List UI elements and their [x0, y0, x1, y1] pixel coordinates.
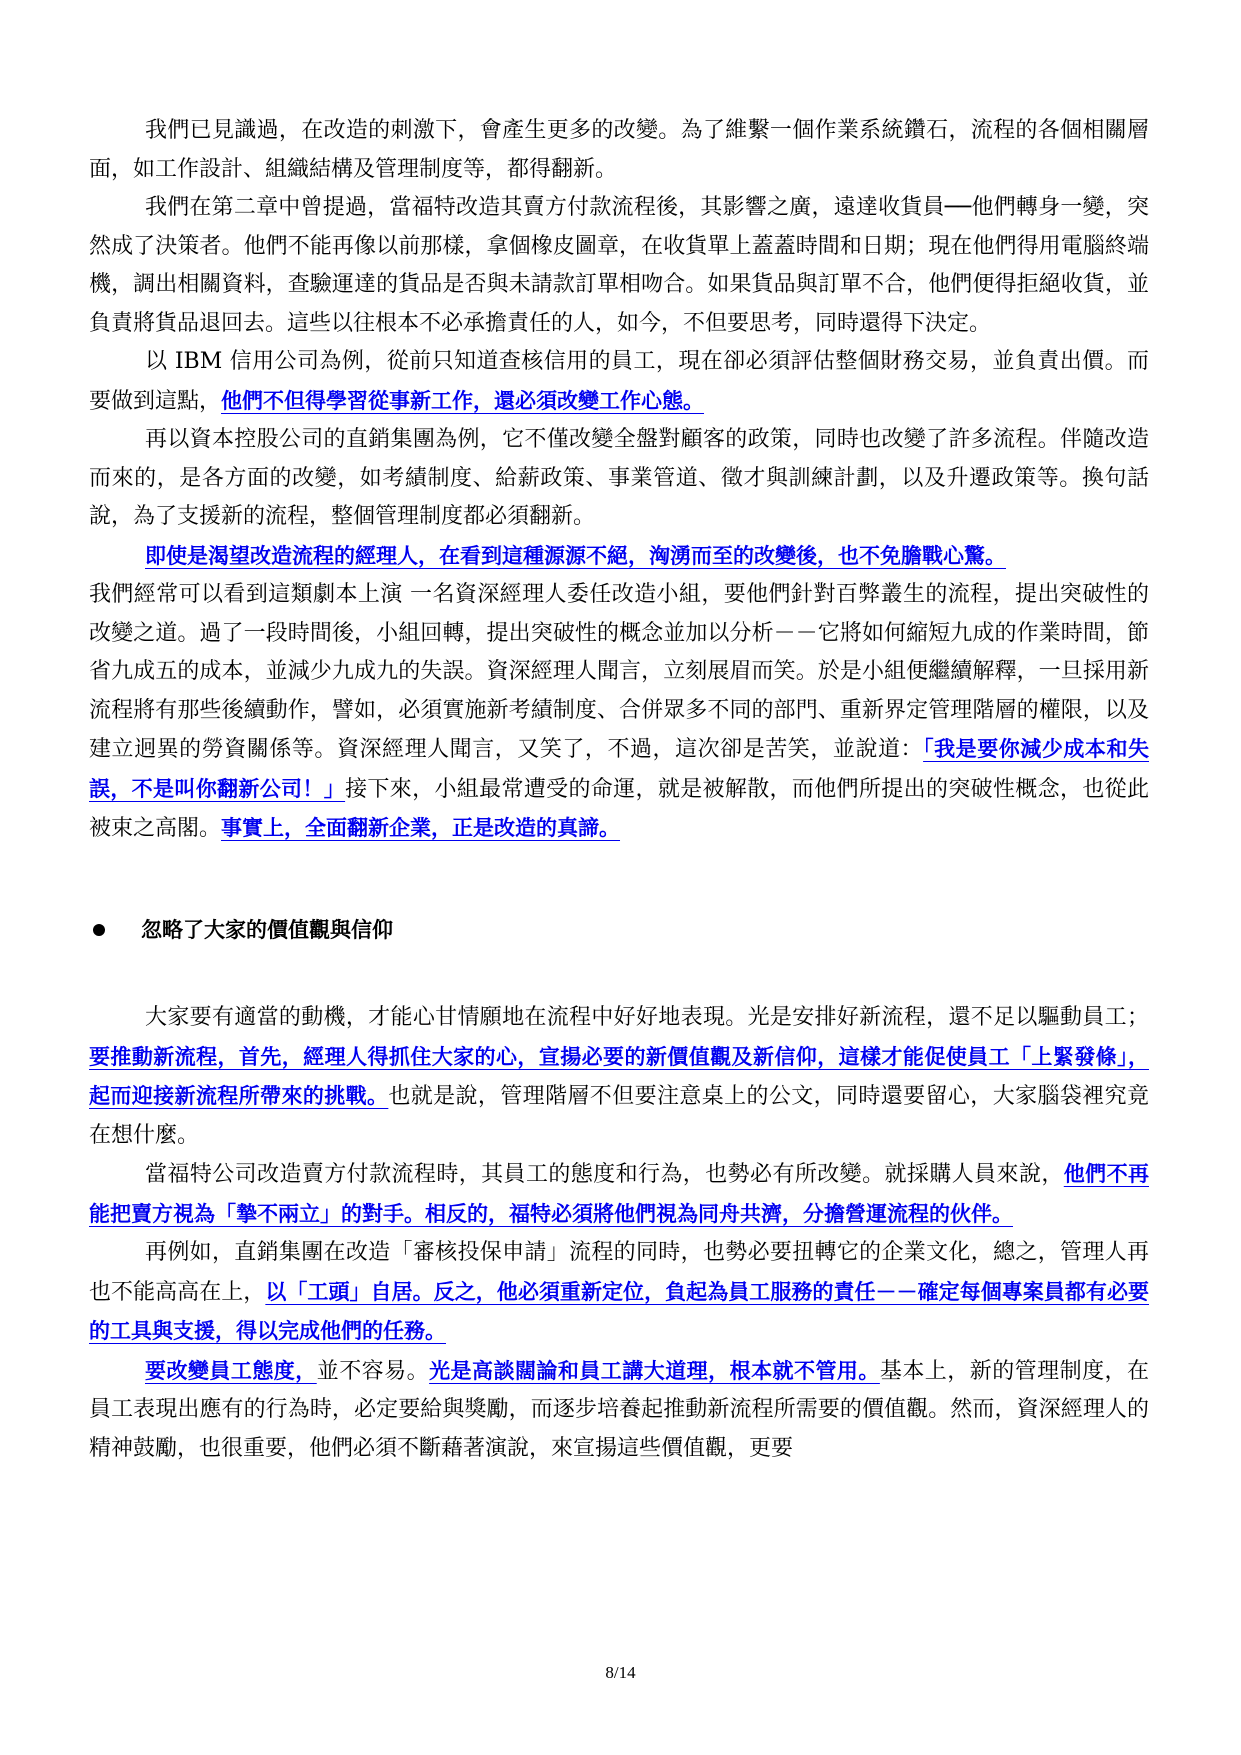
paragraph: 再以資本控股公司的直銷集團為例，它不僅改變全盤對顧客的政策，同時也改變了許多流程。伴隨改造而來的，是各方面的改變，如考績制度、給薪政策、事業管道、徵才與訓練計劃，以及升遷政策等。換句話說，為了支援新的流程，整個管理制度都必須翻新。 — [89, 427, 1149, 529]
paragraph-text: 我們經常可以看到這類劇本上演 一名資深經理人委任改造小組，要他們針對百弊叢生的流程，提出突破性的改變之道。過了一段時間後，小組回轉，提出突破性的概念並加以分析－－它將如何縮短九成的作業時間，節省九成五的成本，並減少九成九的失誤。資深經理人聞言，立刻展眉而笑。於是小組便繼續解釋，一旦採用新流程將有那些後續動作，譬如，必須實施新考績制度、合併眾多不同的部門、重新界定管理階層的權限，以及建立迥異的勞資關係等。資深經理人聞言，又笑了，不過，這次卻是苦笑，並說道： — [89, 582, 1149, 762]
section-heading — [89, 911, 1149, 950]
paragraph: 我們已見識過，在改造的刺激下，會產生更多的改變。為了維繫一個作業系統鑽石，流程的各個相關層面，如工作設計、組織結構及管理制度等，都得翻新。 — [89, 118, 1149, 182]
paragraph-text: 並不容易。 — [316, 1358, 430, 1384]
emphasis-link: 他們不但得學習從事新工作，還必須改變工作心態。 — [221, 388, 705, 413]
emphasis-link: 他們不再能把賣方視為「摯不兩立」的對手。相反的，福特必須將他們視為同舟共濟，分擔營運流程的伙伴。 — [89, 1162, 1149, 1226]
document-body — [89, 112, 1149, 1468]
paragraph — [89, 537, 1149, 577]
page-number: 8/14 — [605, 1663, 636, 1682]
emphasis-link: 「我是要你減少成本和失誤，不是叫你翻新公司！」 — [89, 737, 1149, 801]
emphasis-link: 要改變員工態度， — [145, 1358, 317, 1383]
paragraph-text: 大家要有適當的動機，才能心甘情願地在流程中好好地表現。光是安排好新流程，還不足以驅動員工； — [145, 1005, 1149, 1030]
emphasis-link: 事實上，全面翻新企業，正是改造的真諦。 — [221, 816, 621, 840]
paragraph-text: 當福特公司改造賣方付款流程時，其員工的態度和行為，也勢必有所改變。就採購人員來說， — [145, 1162, 1064, 1187]
paragraph: 我們在第二章中曾提過，當福特改造其賣方付款流程後，其影響之廣，遠達收貨員──他們轉身一變，突然成了決策者。他們不能再像以前那樣，拿個橡皮圖章，在收貨單上蓋蓋時間和日期；現在他們得用電腦終端機，調出相關資料，查驗運達的貨品是否與未請款訂單相吻合。如果貨品與訂單不合，他們便得拒絕收貨，並負責將貨品退回去。這些以往根本不必承擔責任的人，如今，不但要思考，同時還得下決定。 — [89, 195, 1149, 336]
paragraph-text: 接下來，小組最常遭受的命運，就是被解散，而他們所提出的突破性概念，也從此被束之高閣。 — [89, 776, 1149, 841]
paragraph — [89, 576, 1149, 849]
paragraph — [89, 1234, 1149, 1352]
emphasis-link: 以「工頭」自居。反之，他必須重新定位，負起為員工服務的責任－－確定每個專案員都有必要的工具與支援，得以完成他們的任務。 — [89, 1279, 1149, 1343]
paragraph — [89, 1155, 1149, 1234]
emphasis-link: 即使是渴望改造流程的經理人，在看到這種源源不絕，洶湧而至的改變後，也不免膽戰心驚。 — [145, 543, 1006, 568]
paragraph-text: 基本上，新的管理制度，在員工表現出應有的行為時，必定要給與獎勵，而逐步培養起推動新流程所需要的價值觀。然而，資深經理人的精神鼓勵，也很重要，他們必須不斷藉著演說，來宣揚這些價值觀，更要 — [89, 1358, 1150, 1461]
paragraph-text: 再例如，直銷集團在改造「審核投保申請」流程的同時，也勢必要扭轉它的企業文化，總之，管理人再也不能高高在上， — [89, 1240, 1149, 1305]
paragraph — [89, 343, 1149, 421]
emphasis-link: 要推動新流程，首先，經理人得抓住大家的心，宣揚必要的新價值觀及新信仰，這樣才能促使員工「上緊發條」，起而迎接新流程所帶來的挑戰。 — [89, 1044, 1149, 1108]
paragraph — [89, 1352, 1149, 1469]
emphasis-link: 光是高談闊論和員工講大道理，根本就不管用。 — [429, 1358, 880, 1383]
bullet-icon — [93, 924, 105, 936]
paragraph-text: 以 IBM 信用公司為例，從前只知道查核信用的員工，現在卻必須評估整個財務交易，並負責出價。而要做到這點， — [89, 349, 1149, 414]
paragraph-text: 也就是說，管理階層不但要注意桌上的公文，同時還要留心，大家腦袋裡究竟在想什麼。 — [89, 1084, 1149, 1148]
paragraph — [89, 999, 1149, 1155]
section-heading-text: 忽略了大家的價值觀與信仰 — [141, 917, 393, 942]
